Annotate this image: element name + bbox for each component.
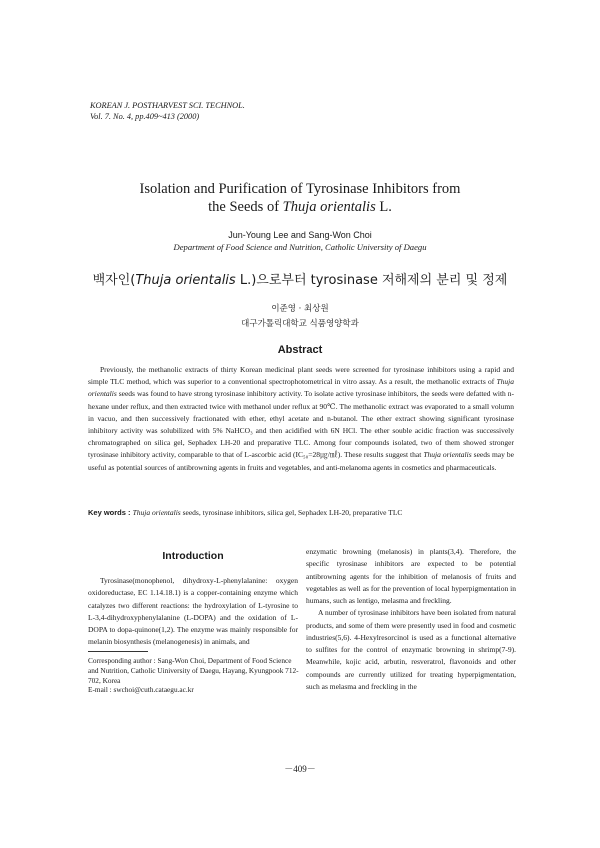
abstract-species: Thuja orientalis: [423, 450, 472, 460]
footnote-correspondence: Corresponding author : Sang-Won Choi, Department of Food Science and Nutrition, Catholic Uiniversity of Daegu, Hayang, Kyungpook 712-702, Korea: [88, 656, 299, 685]
affiliation: Department of Food Science and Nutrition, Catholic University of Daegu: [173, 242, 427, 252]
intro-paragraph: enzymatic browning (melanosis) in plants(3,4). Therefore, the specific tyrosinase inhibitors are expected to be potential antibrowning agents for the inhibition of melanosis of fruits and vegetables as well as for the prevention of local hyperpigmentation in humans, such as lentigo, melasma and freckling.: [306, 547, 516, 605]
authors: Jun-Young Lee and Sang-Won Choi: [228, 230, 372, 240]
abstract-heading: Abstract: [277, 344, 323, 356]
korean-title-text: 백자인(: [92, 273, 136, 288]
korean-title: [60, 269, 540, 288]
title-text: the Seeds of: [208, 199, 283, 215]
title-species: Thuja orientalis: [282, 199, 376, 215]
keywords: [88, 507, 514, 518]
korean-title-text: L.)으로부터 tyrosinase 저해제의 분리 및 정제: [235, 273, 508, 288]
journal-name: KOREAN J. POSTHARVEST SCI. TECHNOL.: [90, 101, 245, 110]
footnote-email: E-mail : swchoi@cuth.cataegu.ac.kr: [88, 685, 194, 695]
page-number: －409－: [284, 764, 316, 774]
abstract-text: [88, 364, 514, 474]
title-line-1: Isolation and Purification of Tyrosinase Inhibitors from: [139, 181, 461, 197]
keywords-list: seeds, tyrosinase inhibitors, silica gel, Sephadex LH-20, preparative TLC: [180, 508, 403, 517]
paper-title: [60, 180, 540, 216]
right-column: [306, 546, 516, 693]
left-column: [88, 575, 298, 649]
keywords-species: Thuja orientalis: [132, 508, 181, 517]
footnote-divider: [88, 651, 148, 652]
abstract-part: seeds was found to have strong tyrosinase inhibitory activity. To isolate active tyrosinase inhibitors, the seeds were defatted with n-hexane under reflux, and then extracted twice with methanol under reflux at 90℃. The methanolic extract was evaporated to a small volumn in vacuo, and then successively fractionated with ether, ethyl acetate and n-butanol. The ether extract showing significant tyrosinase inhibitory activity was solubilized with 5% NaHCO₃ and then acidified with 6N HCl. The ether souble acidic fraction was successively chromatographed on silica gel, Sephadex LH-20 and preparative TLC. Among four compounds isolated, two of them showed stronger tyrosinase inhibitory activity, comparable to that of L-ascorbic acid (IC₅₀=28㎍/㎖). These results suggest that: [88, 389, 514, 460]
abstract-species: Thuja orientalis: [88, 377, 514, 399]
korean-title-species: Thuja orientalis: [135, 273, 236, 288]
title-text: L.: [375, 199, 392, 215]
abstract-part: Previously, the methanolic extracts of thirty Korean medicinal plant seeds were screened for tyrosinase inhibitors using a rapid and simple TLC method, which was superior to a conventional spectrophotometrical in vitro assay. As a result, the methanolic extracts of: [88, 365, 514, 387]
intro-paragraph: A number of tyrosinase inhibitors have been isolated from natural products, and some of them were presently used in food and cosmetic industries(5,6). 4-Hexylresorcinol is used as a functional alternative to sulfites for the control of enzymatic browning in shrimp(7-9). Meanwhile, kojic acid, arbutin, resveratrol, flavonoids and other compounds are currently utilized for treating hyperpigmentation, such as melasma and freckling in the: [306, 608, 516, 691]
korean-authors: 이준영 · 최상원: [271, 304, 329, 314]
korean-affiliation: 대구가톨릭대학교 식품영양학과: [241, 319, 359, 329]
footnote: [88, 656, 303, 695]
journal-citation: [90, 100, 245, 122]
intro-paragraph: Tyrosinase(monophenol, dihydroxy-L-phenylalanine: oxygen oxidoreductase, EC 1.14.18.1) is a copper-containing enzyme which catalyzes two different reactions: the hydroxylation of L-tyrosine to L-3,4-dihydroxyphenylalanine (L-DOPA) and the oxidation of L-DOPA to dopa-quinone(1,2). The enzyme was mainly responsible for melanin biosynthesis (melanogenesis) in animals, and: [88, 576, 298, 647]
title-line-2: [60, 198, 540, 216]
introduction-heading: Introduction: [162, 550, 224, 562]
keywords-label: Key words :: [88, 508, 133, 517]
abstract-part: seeds may be useful as potential sources of antibrowning agents in fruits and vegetables, and anti-melanoma agents in cosmetics and pharmaceuticals.: [88, 450, 514, 472]
journal-volume: Vol. 7. No. 4, pp.409~413 (2000): [90, 112, 200, 121]
